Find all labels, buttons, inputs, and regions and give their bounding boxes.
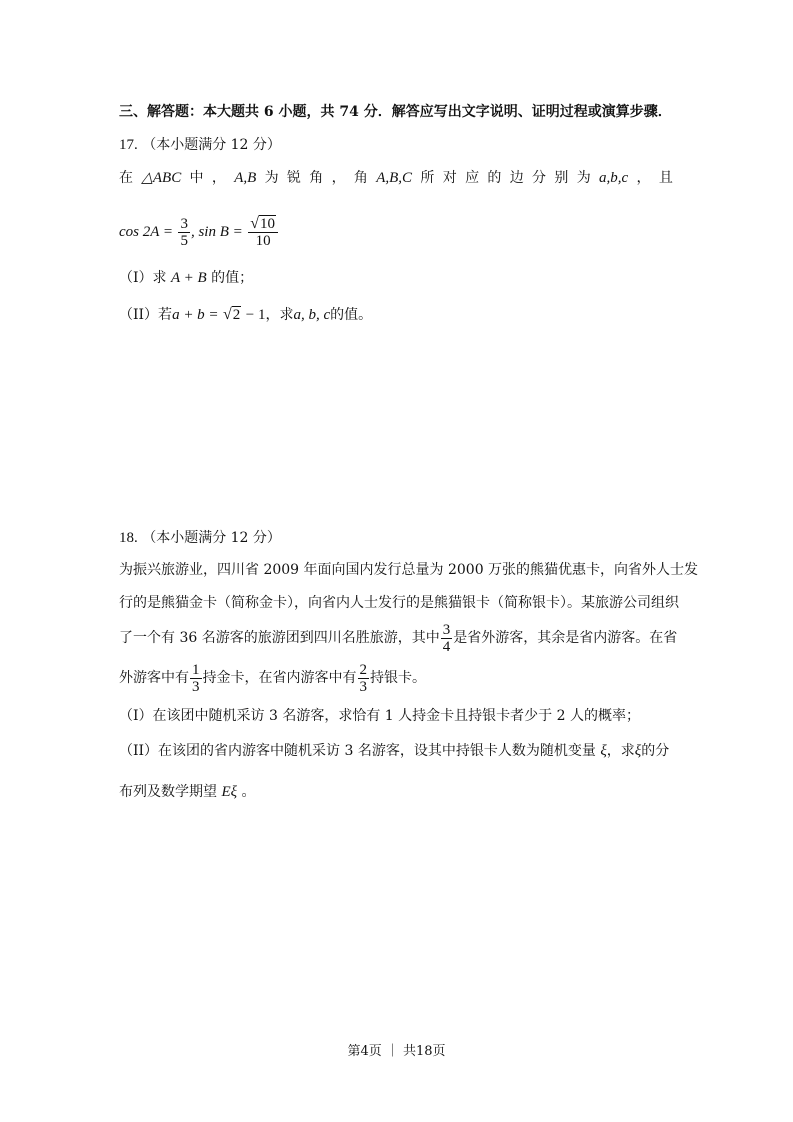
text: 的值。 <box>330 307 373 323</box>
word: 且 <box>658 170 673 186</box>
q18-part2-line2 <box>119 782 256 802</box>
fraction-3-4 <box>441 622 453 655</box>
q17-heading <box>119 135 281 155</box>
word: 在 <box>119 170 133 186</box>
math-expectation: Eξ <box>221 784 238 800</box>
denominator: 3 <box>359 678 367 695</box>
word: 角 <box>353 170 368 186</box>
word: 对 <box>442 170 457 186</box>
text: 持银卡。 <box>370 670 426 686</box>
word: 为 <box>576 170 591 186</box>
q17-part1 <box>119 268 253 288</box>
triangle-abc: △ABC <box>141 170 182 186</box>
numerator: 3 <box>442 621 451 638</box>
text: 持金卡，在省内游客中有 <box>202 670 357 686</box>
text: （II）在该团的省内游客中随机采访 3 名游客，设其中持银卡人数为随机变量 <box>119 743 596 759</box>
math-a-plus-b: A + B <box>170 270 207 286</box>
numerator: 3 <box>180 215 188 232</box>
text: ，求 <box>265 307 294 323</box>
math-sides: a,b,c <box>599 170 629 186</box>
math-ab: A,B <box>234 170 257 186</box>
word: ， <box>211 170 226 186</box>
fraction-3-5 <box>178 216 190 249</box>
text: ，求 <box>606 743 635 759</box>
text: 是省外游客，其余是省内游客。在省 <box>453 630 678 646</box>
q18-line4 <box>119 660 426 696</box>
word: 锐 <box>286 170 301 186</box>
fraction-1-3 <box>190 662 202 695</box>
word: 角 <box>309 170 324 186</box>
numerator: 1 <box>192 661 200 678</box>
math-abc: a, b, c <box>293 307 331 323</box>
math-xi: ξ <box>634 743 642 759</box>
text: 的分 <box>641 743 670 759</box>
math-a-plus-b-eq: a + b = <box>172 307 219 323</box>
q18-score: （本小题满分 12 分） <box>142 530 281 546</box>
q17-part2: （II）若a + b = √2 − 1，求a, b, c的值。 <box>119 306 373 323</box>
word: 所 <box>420 170 435 186</box>
q17-number: 17. <box>119 137 138 153</box>
word: 别 <box>554 170 569 186</box>
word: 分 <box>532 170 547 186</box>
word: ， <box>331 170 346 186</box>
page-footer: 第4页 ｜ 共18页 <box>347 1044 446 1059</box>
numerator: 2 <box>359 661 367 678</box>
radicand: 2 <box>232 307 241 323</box>
cos-lhs: cos 2A = <box>119 224 174 240</box>
word: 中 <box>189 170 204 186</box>
denominator: 5 <box>180 232 188 249</box>
part-label: （II）若 <box>119 307 173 323</box>
q17-score: （本小题满分 12 分） <box>142 137 281 153</box>
section-header: 三、解答题：本大题共 6 小题，共 74 分．解答应写出文字说明、证明过程或演算步骤． <box>119 104 672 120</box>
math-xi: ξ <box>600 743 607 759</box>
fraction-2-3 <box>358 662 370 695</box>
q18-line1: 为振兴旅游业，四川省 2009 年面向国内发行总量为 2000 万张的熊猫优惠卡，向省外人士发 <box>119 562 699 578</box>
q18-line3 <box>119 620 677 656</box>
q18-part1: （I）在该团中随机采访 3 名游客，求恰有 1 人持金卡且持银卡者少于 2 人的概率； <box>119 708 640 724</box>
word: 的 <box>487 170 502 186</box>
q18-number: 18. <box>119 530 138 546</box>
text: 外游客中有 <box>119 670 189 686</box>
q18-part2 <box>119 741 669 761</box>
word: 应 <box>465 170 480 186</box>
numerator: √10 <box>250 214 275 232</box>
text: 了一个有 36 名游客的旅游团到四川名胜旅游，其中 <box>119 630 440 646</box>
q17-statement-line1 <box>119 168 673 188</box>
sin-lhs: , sin B = <box>190 224 243 240</box>
word: 边 <box>509 170 524 186</box>
math-abc-angles: A,B,C <box>376 170 413 186</box>
word: ， <box>636 170 651 186</box>
denominator: 3 <box>192 678 200 695</box>
denominator: 10 <box>248 232 278 249</box>
text: 的值； <box>211 270 254 286</box>
text: 布列及数学期望 <box>119 784 217 800</box>
part-label: （I）求 <box>119 270 167 286</box>
q18-line2: 行的是熊猫金卡（简称金卡），向省内人士发行的是熊猫银卡（简称银卡）。某旅游公司组织 <box>119 595 679 611</box>
word: 为 <box>264 170 279 186</box>
q17-formula <box>119 212 279 252</box>
math-minus-one: − 1 <box>245 307 266 323</box>
denominator: 4 <box>442 638 451 655</box>
q18-heading <box>119 528 281 548</box>
text: 。 <box>241 784 256 800</box>
radicand: 10 <box>260 215 275 232</box>
fraction-sqrt10-10 <box>248 216 278 249</box>
